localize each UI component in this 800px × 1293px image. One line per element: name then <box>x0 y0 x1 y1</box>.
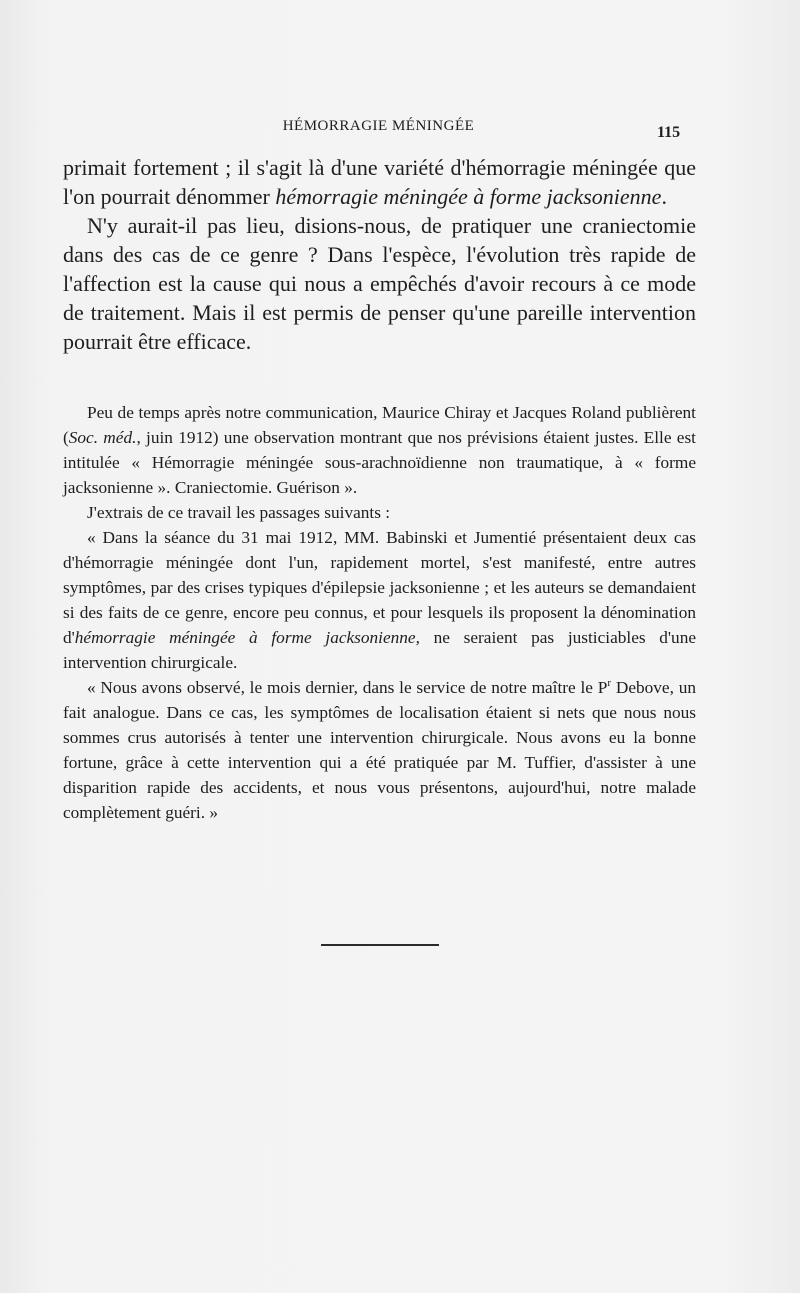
running-title: HÉMORRAGIE MÉNINGÉE <box>282 118 475 134</box>
paragraph-1-italic: hémorragie méningée à forme jacksonienne <box>275 184 662 209</box>
paragraph-3 <box>63 400 696 500</box>
paragraph-5-text: « Dans la séance du 31 mai 1912, MM. Babinski et Jumentié présentaient deux cas d'hémorragie méningée dont l'un, rapidement mortel, s'est manifesté, entre autres symptômes, par des crises typiques d'épilepsie jacksonienne ; et les auteurs se demandaient si des faits de ce genre, encore peu connus, et pour lesquels ils proposent la dénomination d' <box>63 528 696 647</box>
main-text-large <box>63 153 696 356</box>
paragraph-6-end: Debove, un fait analogue. Dans ce cas, les symptômes de localisation étaient si nets que nous nous sommes crus autorisés à tenter une intervention chirurgicale. Nous avons eu la bonne fortune, grâce à cette intervention qui a été pratiquée par M. Tuffier, d'assister à une disparition rapide des accidents, et nous vous présentons, aujourd'hui, notre malade complètement guéri. » <box>63 678 696 822</box>
main-text-small <box>63 400 696 825</box>
paragraph-5-italic: hémorragie méningée à forme jacksonienne, <box>74 628 420 647</box>
paragraph-3-end: , juin 1912) une observation montrant que nos prévisions étaient justes. Elle est intitulée « Hémorragie méningée sous-arachnoïdienne non traumatique, à « forme jacksonienne ». Craniectomie. Guérison ». <box>63 428 696 497</box>
paragraph-1-text: primait fortement ; il s'agit là d'une variété d'hémorragie méningée que l'on pourrait dénommer <box>63 155 696 209</box>
paragraph-1-end: . <box>661 184 667 209</box>
paragraph-1 <box>63 153 696 211</box>
paragraph-6-quote <box>63 675 696 825</box>
page-number: 115 <box>657 124 681 141</box>
paragraph-3-italic: Soc. méd. <box>68 428 137 447</box>
paragraph-6-text: « Nous avons observé, le mois dernier, dans le service de notre maître le P <box>87 678 608 697</box>
paragraph-4: J'extrais de ce travail les passages suivants : <box>87 503 391 522</box>
section-divider-rule <box>321 944 439 946</box>
paragraph-5-quote <box>63 525 696 675</box>
page-header <box>0 118 800 140</box>
professor-superscript: r <box>607 677 612 690</box>
paragraph-3-text: Peu de temps après notre communication, Maurice Chiray et Jacques Roland publièrent ( <box>63 403 696 447</box>
paragraph-2: N'y aurait-il pas lieu, disions-nous, de pratiquer une craniectomie dans des cas de ce genre ? Dans l'espèce, l'évolution très rapide de l'affection est la cause qui nous a empêchés d'avoir recours à ce mode de traitement. Mais il est permis de penser qu'une pareille intervention pourrait être efficace. <box>63 213 696 354</box>
paragraph-5-end: ne seraient pas justiciables d'une intervention chirurgicale. <box>63 628 697 672</box>
